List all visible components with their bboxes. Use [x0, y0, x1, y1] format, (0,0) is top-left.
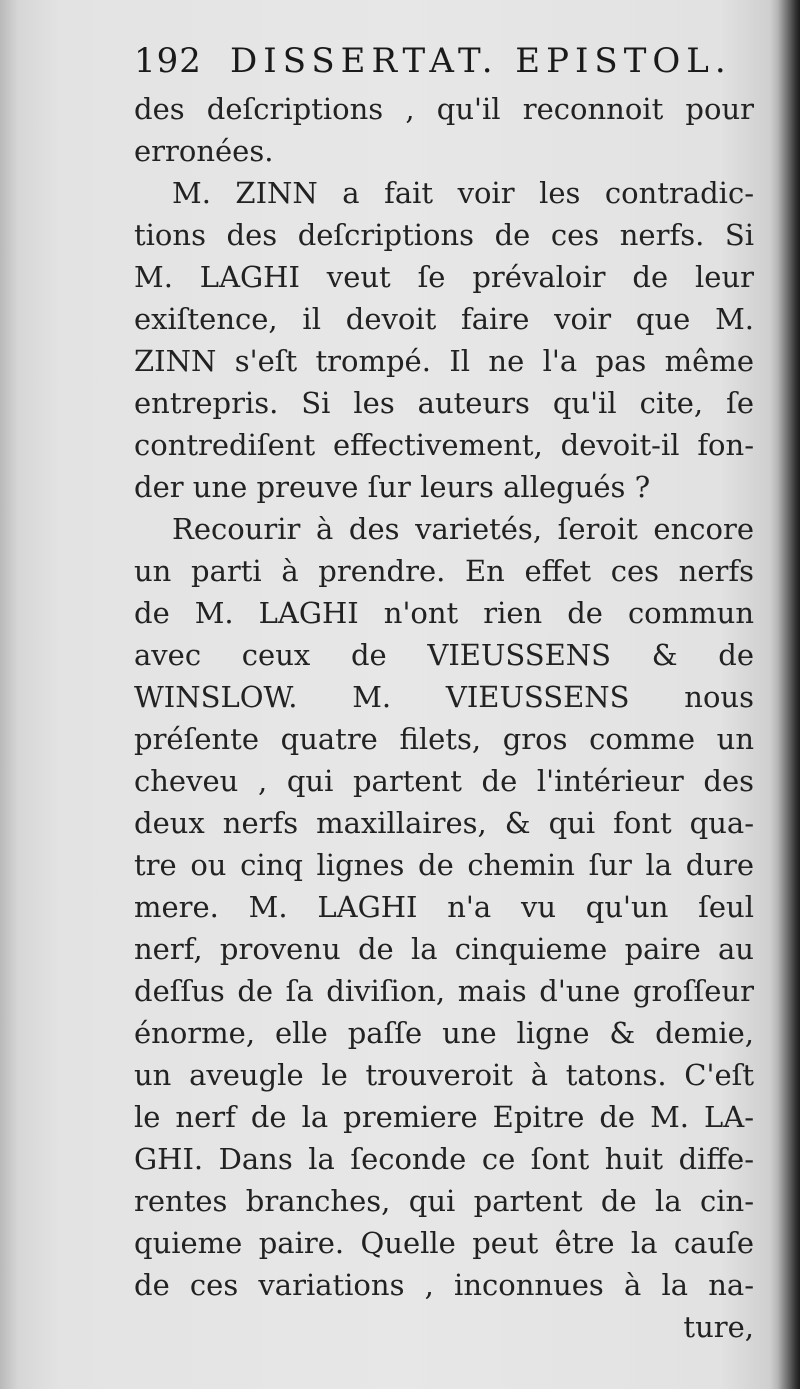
text-line: deſſus de ſa diviſion, mais d'une groſſeur: [134, 974, 754, 1008]
text-line: erronées.: [134, 134, 274, 168]
text-line: Recourir à des varietés, ſeroit encore: [172, 512, 754, 546]
text-line: rentes branches, qui partent de la cin-: [134, 1184, 754, 1218]
text-line: un aveugle le trouveroit à tatons. C'eſt: [134, 1058, 754, 1092]
text-line: deux nerfs maxillaires, & qui font qua-: [134, 806, 754, 840]
text-line: un parti à prendre. En effet ces nerfs: [134, 554, 754, 588]
text-line: tre ou cinq lignes de chemin ſur la dure: [134, 848, 754, 882]
text-line: de ces variations , inconnues à la na-: [134, 1268, 754, 1302]
text-line: avec ceux de VIEUSSENS & de: [134, 638, 754, 672]
text-line: de M. LAGHI n'ont rien de commun: [134, 596, 754, 630]
running-title: DISSERTAT. EPISTOL.: [230, 41, 732, 81]
body-text: [134, 88, 754, 1348]
text-line: WINSLOW. M. VIEUSSENS nous: [134, 680, 754, 714]
text-line: mere. M. LAGHI n'a vu qu'un ſeul: [134, 890, 754, 924]
text-line: ZINN s'eſt trompé. Il ne l'a pas même: [134, 344, 754, 378]
text-line: exiſtence, il devoit faire voir que M.: [134, 302, 754, 336]
text-line: cheveu , qui partent de l'intérieur des: [134, 764, 754, 798]
text-line: der une preuve ſur leurs allegués ?: [134, 470, 651, 504]
text-line: le nerf de la premiere Epitre de M. LA-: [134, 1100, 754, 1134]
catchword: ture,: [683, 1310, 754, 1344]
text-line: énorme, elle paſſe une ligne & demie,: [134, 1016, 754, 1050]
page-number: 192: [134, 41, 202, 81]
text-line: préſente quatre filets, gros comme un: [134, 722, 754, 756]
text-line: contrediſent effectivement, devoit-il fon-: [134, 428, 754, 462]
text-line: tions des deſcriptions de ces nerfs. Si: [134, 218, 754, 252]
text-line: quieme paire. Quelle peut être la cauſe: [134, 1226, 754, 1260]
text-line: entrepris. Si les auteurs qu'il cite, ſe: [134, 386, 754, 420]
text-line: des deſcriptions , qu'il reconnoit pour: [134, 92, 754, 126]
text-line: nerf, provenu de la cinquieme paire au: [134, 932, 754, 966]
text-line: GHI. Dans la ſeconde ce ſont huit diffe-: [134, 1142, 754, 1176]
text-line: M. ZINN a fait voir les contradic-: [172, 176, 754, 210]
text-line: M. LAGHI veut ſe prévaloir de leur: [134, 260, 754, 294]
page-header: [134, 36, 754, 86]
